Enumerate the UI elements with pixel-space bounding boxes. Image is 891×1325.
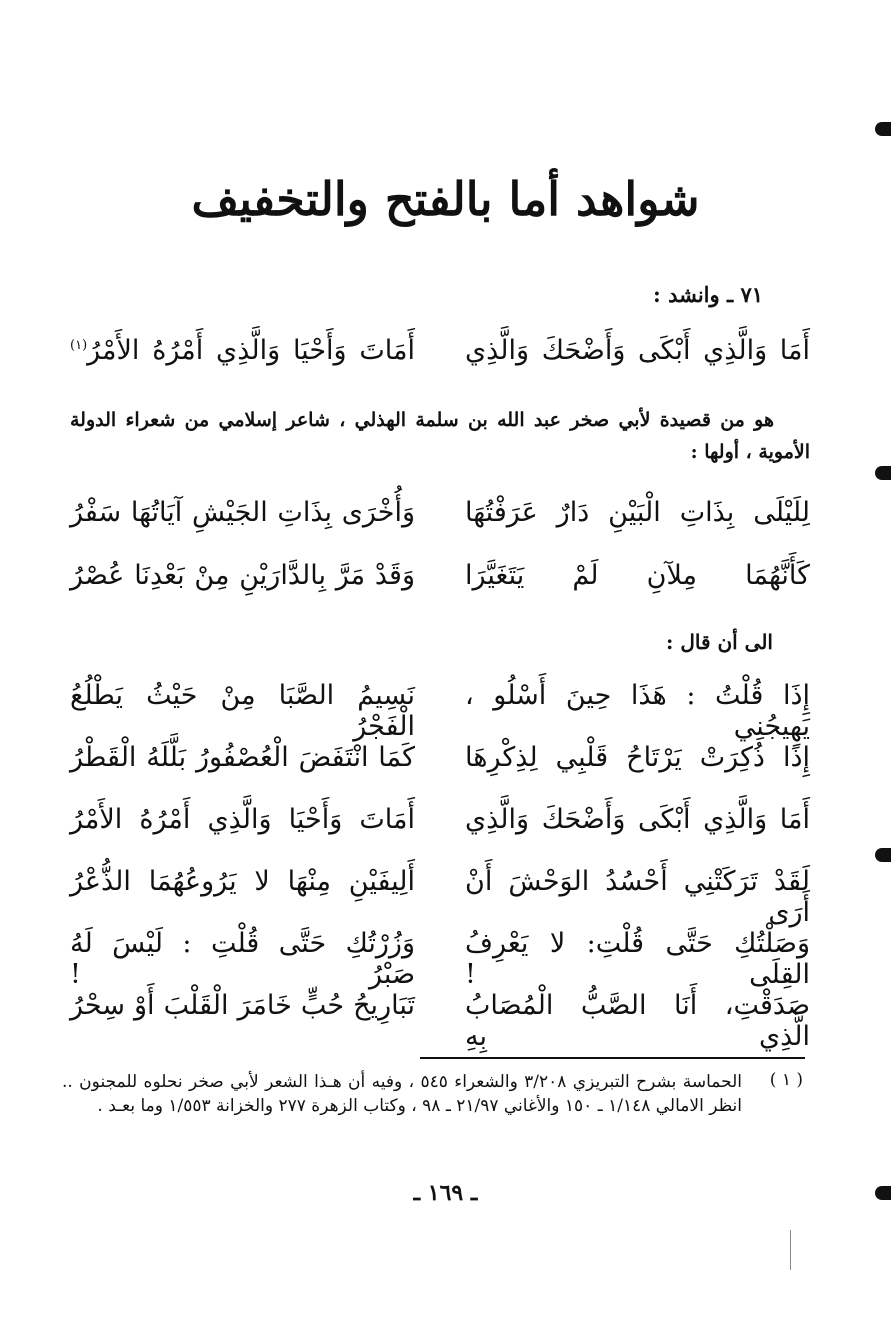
verse-second-hemistich: نَسِيمُ الصَّبَا مِنْ حَيْثُ يَطْلُعُ الْفَجْرُ (70, 680, 415, 742)
scan-edge-mark (875, 122, 891, 136)
verse-first-hemistich: إِذَا ذُكِرَتْ يَرْتَاحُ قَلْبِي لِذِكْرِهَا (465, 742, 810, 773)
page-title: شواهد أما بالفتح والتخفيف (191, 172, 700, 226)
verse-first-hemistich: أَمَا وَالَّذِي أَبْكَى وَأَضْحَكَ وَالَّذِي (465, 804, 810, 835)
verse-first-hemistich: إِذَا قُلْتُ : هَذَا حِينَ أَسْلُو ، يَهِيجُنِي (465, 680, 810, 742)
verse-line (70, 804, 810, 856)
scan-edge-mark (875, 848, 891, 862)
verse-first-hemistich: كَأَنَّهُمَا مِلآنِ لَمْ يَتَغَيَّرَا (465, 560, 810, 591)
commentary-paragraph: هو من قصيدة لأبي صخر عبد الله بن سلمة الهذلي ، شاعر إسلامي من شعراء الدولة الأموية ، أولها : (70, 409, 810, 463)
verse-first-hemistich: صَدَقْتِ، أَنَا الصَّبُّ الْمُصَابُ الَّذِي بِهِ (465, 990, 810, 1052)
footnote-divider (420, 1057, 805, 1059)
verse-second-hemistich: تَبَارِيحُ حُبٍّ خَامَرَ الْقَلْبَ أَوْ سِحْرُ (70, 990, 415, 1021)
verse-first-hemistich: لَقَدْ تَرَكَتْنِي أَحْسُدُ الوَحْشَ أَنْ أَرَى (465, 866, 810, 928)
verse-line (70, 560, 810, 612)
verse-line (70, 497, 810, 549)
verse-second-hemistich: أَمَاتَ وَأَحْيَا وَالَّذِي أَمْرُهُ الأَمْرُ$^{(١)}$ (70, 335, 415, 366)
verse-line (70, 335, 810, 387)
footnote-number: ( ١ ) (769, 1070, 803, 1090)
scan-artifact (790, 1230, 791, 1270)
verse-second-hemistich: أَلِيفَيْنِ مِنْهَا لا يَرُوعُهُمَا الذُّعْرُ (70, 866, 415, 897)
footnote-text: الحماسة بشرح التبريزي ٣/٢٠٨ والشعراء ٥٤٥ ، وفيه أن هـذا الشعر لأبي صخر نحلوه للمجنون .. انظر الامالي ١/١٤٨ ـ ١٥٠ والأغاني ٢١/٩٧ ـ ٩٨ ، وكتاب الزهرة ٢٧٧ والخزانة ١/٥٥٣ وما بعـد . (62, 1072, 742, 1116)
verse-line (70, 928, 810, 990)
verse-second-hemistich: وَزُرْتُكِ حَتَّى قُلْتِ : لَيْسَ لَهُ صَبْرُ ! (70, 928, 415, 990)
verse-second-hemistich: وَأُخْرَى بِذَاتِ الجَيْشِ آيَاتُهَا سَفْرُ (70, 497, 415, 528)
scan-edge-mark (875, 466, 891, 480)
verse-line (70, 866, 810, 928)
verse-first-hemistich: أَمَا وَالَّذِي أَبْكَى وَأَضْحَكَ وَالَّذِي (465, 335, 810, 366)
verse-first-hemistich: وَصَلْتُكِ حَتَّى قُلْتِ: لا يَعْرِفُ القِلَى ! (465, 928, 810, 990)
verse-second-hemistich: وَقَدْ مَرَّ بِالدَّارَيْنِ مِنْ بَعْدِنَا عُصْرُ (70, 560, 415, 591)
entry-intro: ٧١ ـ وانشد : (653, 282, 763, 307)
verse-second-hemistich: كَمَا انْتَفَضَ الْعُصْفُورُ بَلَّلَهُ الْقَطْرُ (70, 742, 415, 773)
page-number: ـ ١٦٩ ـ (413, 1180, 478, 1206)
transition-text: الى أن قال : (665, 630, 773, 654)
footnote-reference[interactable]: (١) (70, 338, 88, 353)
verse-first-hemistich: لِلَيْلَى بِذَاتِ الْبَيْنِ دَارٌ عَرَفْتُهَا (465, 497, 810, 528)
verse-line (70, 680, 810, 742)
verse-second-hemistich: أَمَاتَ وَأَحْيَا وَالَّذِي أَمْرُهُ الأَمْرُ (70, 804, 415, 835)
verse-line (70, 990, 810, 1052)
verse-line (70, 742, 810, 794)
